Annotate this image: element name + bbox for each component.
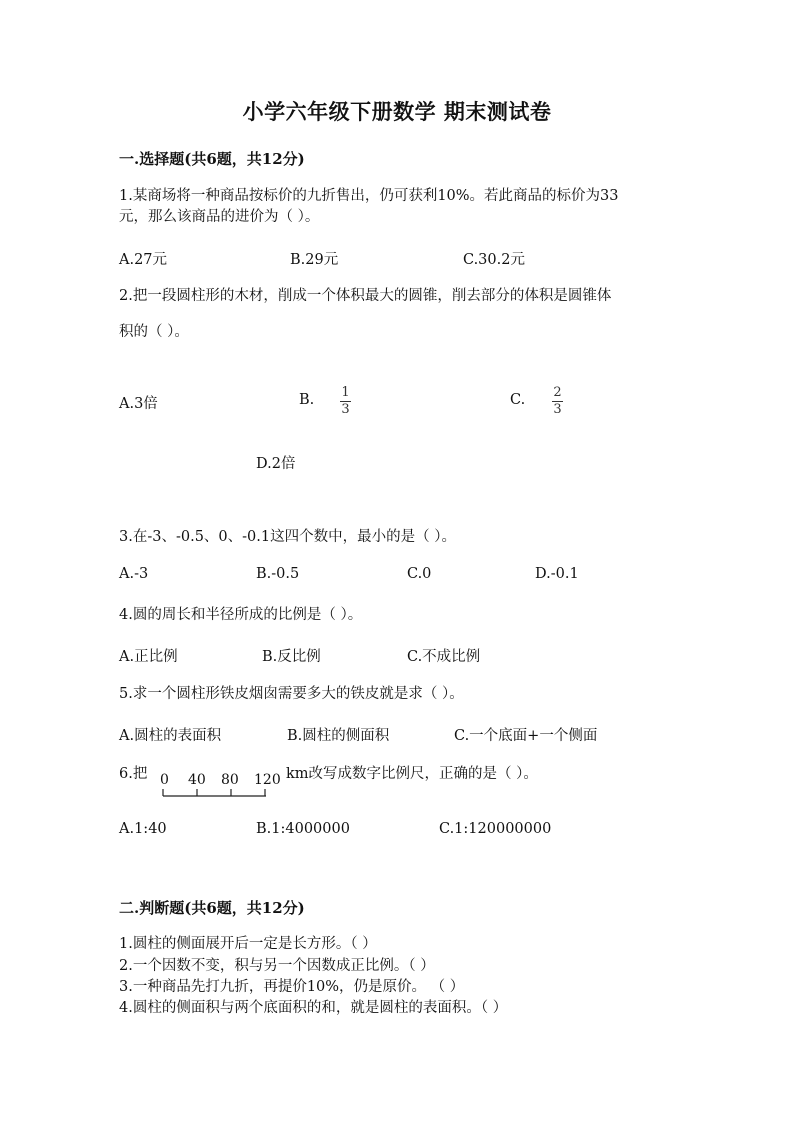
question-6-prefix: 6.把 bbox=[119, 766, 148, 782]
section-heading-choice: 一.选择题(共6题，共12分) bbox=[119, 150, 305, 168]
judgment-item-3: 3.一种商品先打九折，再提价10%，仍是原价。 （ ） bbox=[119, 979, 465, 995]
question-4-option-b: B.反比例 bbox=[262, 649, 321, 665]
question-4-text: 4.圆的周长和半径所成的比例是（ ）。 bbox=[119, 607, 363, 623]
question-6-suffix: km改写成数字比例尺，正确的是（ ）。 bbox=[286, 766, 538, 782]
question-2-option-c-label: C. bbox=[510, 392, 526, 408]
fraction-denominator: 3 bbox=[341, 402, 350, 417]
scale-label-0: 0 bbox=[160, 772, 169, 788]
scale-label-120: 120 bbox=[254, 772, 281, 788]
question-2-line1: 2.把一段圆柱形的木材，削成一个体积最大的圆锥，削去部分的体积是圆锥体 bbox=[119, 288, 612, 304]
question-5-option-c: C.一个底面+一个侧面 bbox=[454, 728, 598, 744]
question-1-option-b: B.29元 bbox=[290, 252, 339, 268]
section-heading-judgment: 二.判断题(共6题，共12分) bbox=[119, 899, 305, 917]
question-3-option-d: D.-0.1 bbox=[535, 566, 579, 582]
question-3-option-b: B.-0.5 bbox=[256, 566, 300, 582]
fraction-denominator: 3 bbox=[553, 402, 562, 417]
question-1-line2: 元，那么该商品的进价为（ ）。 bbox=[119, 209, 320, 225]
question-1-option-c: C.30.2元 bbox=[463, 252, 525, 268]
question-2-option-d: D.2倍 bbox=[256, 456, 296, 472]
question-6-option-a: A.1:40 bbox=[119, 821, 167, 837]
question-2-option-c-fraction bbox=[552, 386, 563, 417]
question-6-option-c: C.1:120000000 bbox=[439, 821, 552, 837]
question-2-option-b-label: B. bbox=[299, 392, 315, 408]
fraction-numerator: 1 bbox=[341, 385, 350, 400]
judgment-item-1: 1.圆柱的侧面展开后一定是长方形。（ ） bbox=[119, 936, 377, 952]
question-2-line2: 积的（ ）。 bbox=[119, 324, 189, 340]
question-4-option-a: A.正比例 bbox=[119, 649, 178, 665]
question-5-text: 5.求一个圆柱形铁皮烟囱需要多大的铁皮就是求（ ）。 bbox=[119, 686, 464, 702]
fraction-numerator: 2 bbox=[553, 385, 562, 400]
scale-bar bbox=[160, 772, 280, 802]
question-3-option-a: A.-3 bbox=[119, 566, 149, 582]
scale-label-80: 80 bbox=[221, 772, 239, 788]
question-2-option-a: A.3倍 bbox=[119, 396, 158, 412]
scale-bar-line bbox=[160, 788, 270, 798]
judgment-item-4: 4.圆柱的侧面积与两个底面积的和，就是圆柱的表面积。（ ） bbox=[119, 1000, 508, 1016]
question-3-option-c: C.0 bbox=[407, 566, 432, 582]
question-2-option-b-fraction bbox=[340, 386, 351, 417]
judgment-item-2: 2.一个因数不变，积与另一个因数成正比例。（ ） bbox=[119, 958, 435, 974]
question-1-line1: 1.某商场将一种商品按标价的九折售出，仍可获利10%。若此商品的标价为33 bbox=[119, 188, 619, 204]
page-title: 小学六年级下册数学 期末测试卷 bbox=[242, 99, 552, 124]
question-5-option-b: B.圆柱的侧面积 bbox=[287, 728, 390, 744]
question-5-option-a: A.圆柱的表面积 bbox=[119, 728, 222, 744]
scale-label-40: 40 bbox=[188, 772, 206, 788]
question-3-text: 3.在-3、-0.5、0、-0.1这四个数中，最小的是（ ）。 bbox=[119, 529, 456, 545]
question-6-option-b: B.1:4000000 bbox=[256, 821, 350, 837]
question-4-option-c: C.不成比例 bbox=[407, 649, 481, 665]
question-1-option-a: A.27元 bbox=[119, 252, 168, 268]
